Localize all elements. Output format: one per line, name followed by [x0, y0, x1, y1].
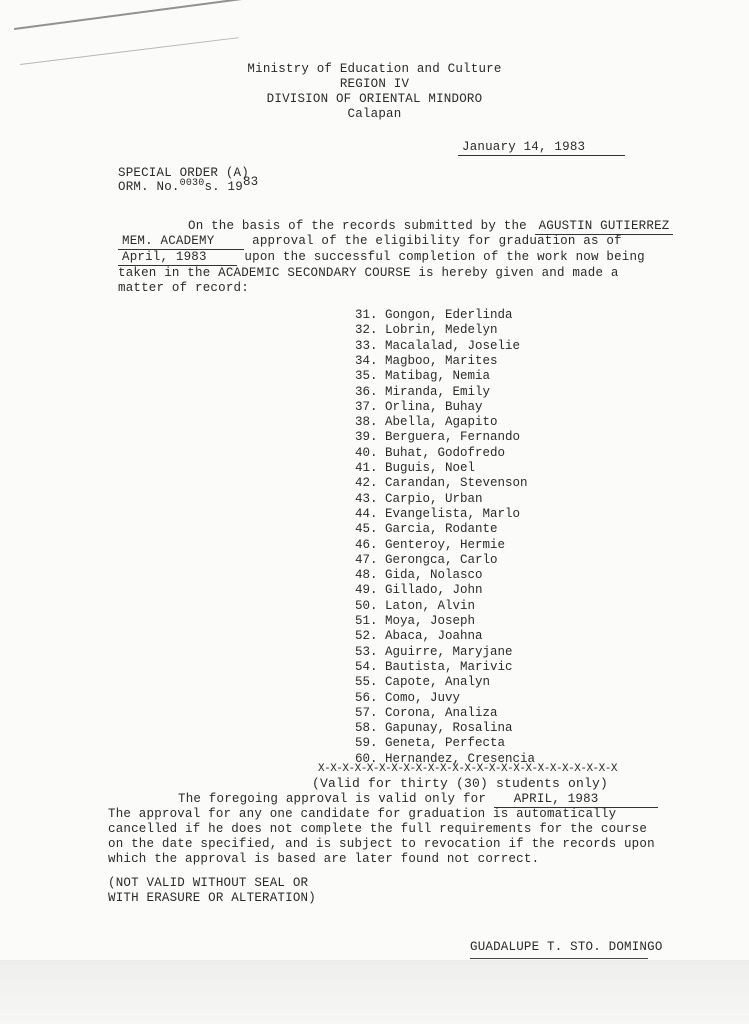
body-line-2: MEM. ACADEMY approval of the eligibility for graduation as of: [118, 234, 622, 250]
school-name-part1: AGUSTIN GUTIERREZ: [535, 219, 674, 235]
student-entry: 60. Hernandez, Cresencia: [355, 751, 536, 766]
order-series-year: 83: [242, 175, 259, 189]
signatory-name: GUADALUPE T. STO. DOMINGO: [470, 940, 663, 954]
student-entry: 36. Miranda, Emily: [355, 384, 491, 399]
student-entry: 45. Garcia, Rodante: [355, 522, 498, 537]
student-entry: 47. Gerongca, Carlo: [355, 552, 498, 567]
student-entry: 46. Genteroy, Hermie: [355, 537, 506, 552]
order-number-label: ORM. No.: [118, 180, 180, 194]
body-line-4: taken in the ACADEMIC SECONDARY COURSE is hereby given and made a: [118, 266, 619, 280]
student-entry: 49. Gillado, John: [355, 583, 483, 598]
body-line-5: matter of record:: [118, 281, 249, 295]
order-series-label: s. 19: [204, 180, 243, 194]
student-entry: 55. Capote, Analyn: [355, 675, 491, 690]
student-entry: 32. Lobrin, Medelyn: [355, 323, 498, 338]
ministry-name: Ministry of Education and Culture: [247, 62, 502, 76]
x-divider: X-X-X-X-X-X-X-X-X-X-X-X-X-X-X-X-X-X-X-X-X-X-X-X-X: [318, 763, 617, 775]
student-entry: 44. Evangelista, Marlo: [355, 506, 521, 521]
seal-note-line-2: WITH ERASURE OR ALTERATION): [108, 891, 316, 905]
student-entry: 48. Gida, Nolasco: [355, 568, 483, 583]
student-entry: 41. Buguis, Noel: [355, 461, 476, 475]
student-entry: 56. Como, Juvy: [355, 690, 461, 705]
student-entry: 38. Abella, Agapito: [355, 415, 498, 430]
order-title: SPECIAL ORDER (A): [118, 166, 249, 180]
order-date: January 14, 1983: [458, 140, 625, 156]
student-entry: 42. Carandan, Stevenson: [355, 476, 528, 491]
signatory-underline: [470, 958, 648, 959]
student-entry: 59. Geneta, Perfecta: [355, 736, 506, 751]
valid-date: APRIL, 1983: [494, 792, 659, 808]
student-entry: 34. Magboo, Marites: [355, 353, 498, 368]
division-name: DIVISION OF ORIENTAL MINDORO: [266, 92, 483, 106]
closing-line-5: which the approval is based are later found not correct.: [108, 852, 540, 866]
closing-line-2: The approval for any one candidate for graduation is automatically: [108, 807, 617, 821]
student-entry: 58. Gapunay, Rosalina: [355, 721, 513, 736]
student-entry: 54. Bautista, Marivic: [355, 659, 513, 674]
student-entry: 50. Laton, Alvin: [355, 598, 476, 613]
student-entry: 52. Abaca, Joahna: [355, 629, 483, 644]
student-entry: 33. Macalalad, Joselie: [355, 338, 521, 353]
student-entry: 40. Buhat, Godofredo: [355, 445, 506, 460]
graduation-date: April, 1983: [118, 250, 237, 266]
closing-line-4: on the date specified, and is subject to revocation if the records upon: [108, 837, 655, 851]
student-entry: 39. Berguera, Fernando: [355, 430, 521, 445]
student-entry: 53. Aguirre, Maryjane: [355, 644, 513, 659]
school-name-part2: MEM. ACADEMY: [118, 234, 244, 250]
closing-line-1: The foregoing approval is valid only for APRIL, 1983: [178, 792, 658, 808]
student-entry: 43. Carpio, Urban: [355, 491, 483, 506]
region-name: REGION IV: [339, 77, 410, 91]
valid-students-note: (Valid for thirty (30) students only): [312, 776, 609, 791]
student-entry: 31. Gongon, Ederlinda: [355, 308, 513, 322]
order-number-line: [118, 175, 259, 194]
student-entry: 57. Corona, Analiza: [355, 705, 498, 720]
body-line-1: On the basis of the records submitted by the AGUSTIN GUTIERREZ: [188, 219, 673, 235]
closing-line-3: cancelled if he does not complete the full requirements for the course: [108, 822, 648, 836]
body-line-3: April, 1983 upon the successful completion of the work now being: [118, 250, 645, 266]
student-entry: 37. Orlina, Buhay: [355, 399, 483, 414]
student-entry: 51. Moya, Joseph: [355, 614, 476, 628]
student-entry: 35. Matibag, Nemia: [355, 369, 491, 384]
page-edge: [0, 960, 749, 1024]
order-number: 0030: [179, 178, 205, 189]
seal-note-line-1: (NOT VALID WITHOUT SEAL OR: [108, 876, 309, 890]
city-name: Calapan: [347, 107, 402, 121]
